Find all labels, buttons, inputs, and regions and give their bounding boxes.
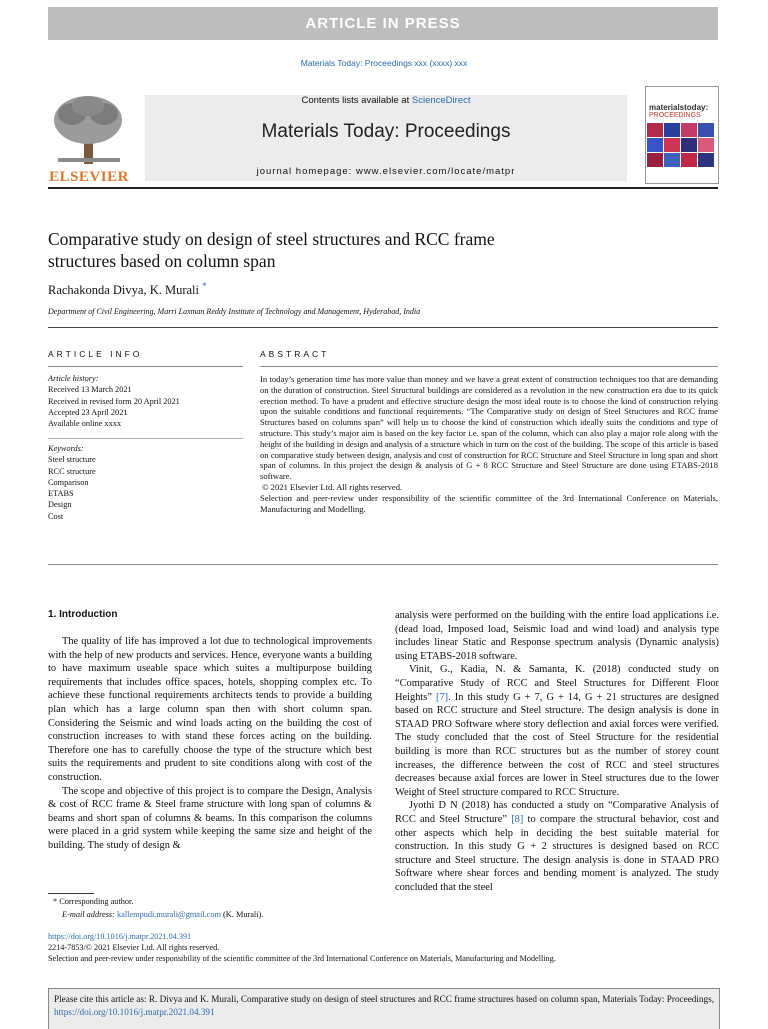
article-in-press-banner: ARTICLE IN PRESS [48, 7, 718, 40]
abstract-review: Selection and peer-review under responsibility of the scientific committee of the 3rd International Conference on Materials, Manufacturing and Modelling. [260, 492, 718, 514]
history-item: Received in revised form 20 April 2021 [48, 396, 180, 406]
footnote: * Corresponding author. E-mail address: kallempudi.murali@gmail.com (K. Murali). [53, 897, 264, 919]
right-column [395, 609, 719, 894]
abstract-copyright: © 2021 Elsevier Ltd. All rights reserved. [262, 481, 403, 492]
citation-doi-link[interactable]: https://doi.org/10.1016/j.matpr.2021.04.391 [54, 1007, 215, 1017]
keyword: Steel structure [48, 455, 96, 465]
abstract-heading: ABSTRACT [260, 349, 330, 359]
affiliation: Department of Civil Engineering, Marri Laxman Reddy Institute of Technology and Management, Hyderabad, India [48, 307, 421, 316]
keywords: Keywords: Steel structure RCC structure Comparison ETABS Design Cost [48, 443, 243, 522]
section-heading-introduction: 1. Introduction [48, 609, 118, 620]
footer-review: Selection and peer-review under responsibility of the scientific committee of the 3rd International Conference on Materials, Manufacturing and Modelling. [48, 954, 556, 963]
header-rule [48, 187, 718, 189]
keyword: Cost [48, 511, 64, 521]
cover-title: materialstoday: [649, 103, 709, 112]
history-item: Available online xxxx [48, 419, 122, 429]
keyword: RCC structure [48, 466, 96, 476]
citation-box: Please cite this article as: R. Divya and K. Murali, Comparative study on design of steel structures and RCC frame structures based on column span, Materials Today: Proceedings, https://doi.org/10.1016/j.matpr.2021.04.391 [48, 988, 720, 1029]
doi-link[interactable]: https://doi.org/10.1016/j.matpr.2021.04.391 [48, 932, 192, 941]
footnote-mark: * [53, 897, 58, 906]
paragraph: Vinit, G., Kadia, N. & Samanta, K. (2018) conducted study on “Comparative Study of RCC and Steel Structures for Different Floor Heights” [7]. In this study G + 7, G + 14, G + 21 structures are designed based on RCC structure and Steel structure. The design analysis is done in STAAD PRO Software where story deflection and axial forces were verified. The study concluded that the cost of Steel Structure for the residential building is more than RCC structures but as the number of storey count increases, the difference between the cost of RCC and steel structures decreases because axial forces are lower in Steel structures due to the lower Weight of Steel structure compared to RCC Structure. [395, 664, 719, 798]
journal-cover[interactable] [645, 86, 719, 184]
issn-line: 2214-7853/© 2021 Elsevier Ltd. All rights reserved. [48, 943, 220, 952]
contents-line: Contents lists available at ScienceDirect [301, 95, 471, 106]
paragraph: analysis were performed on the building with the entire load applications i.e. (dead load, Imposed load, Seismic load and wind load) and analysis type includes linear Static and Response spectrum analysis (Dynamic analysis) using ETABS-2018 software. [395, 610, 719, 662]
abstract-text: In today’s generation time has more value than money and we have a great extent of construction techniques too that are demanding on the duration of construction. Steel Structural buildings are considered as a revolution in the new construction era due to its quick erection method. To have a prudent and effective structure design the most ideal route is to choose the kind of construction relying upon the suitable conditions and functional requirements. “The Comparative study on design of Steel Structures and RCC frame Structures based on columns span” will help us to choose the kind of construction which ideally suits the conditions and type of structure. This study’s major aim is based on the key factor i.e. span of the column, which can also play a major role along with the height of the building in design and analysis of a structure which in turn on the cost of the building. The scope of this article is based on comparative study between design, analysis and cost of construction for RCC Structure and Steel Structure in long span and short span of columns. In this project the design & analysis of G + 8 RCC Structure and Steel Structure are done using ETABS-2018 software. [260, 374, 718, 482]
keyword: ETABS [48, 489, 74, 499]
cover-image-grid [646, 123, 716, 175]
keyword: Design [48, 500, 72, 510]
email-link[interactable]: kallempudi.murali@gmail.com [117, 909, 221, 919]
sciencedirect-link[interactable]: ScienceDirect [411, 95, 471, 106]
elsevier-logo[interactable] [48, 92, 130, 185]
authors: Rachakonda Divya, K. Murali * [48, 281, 207, 298]
cover-subtitle: PROCEEDINGS [649, 112, 701, 119]
journal-reference[interactable]: Materials Today: Proceedings xxx (xxxx) xxx [300, 58, 468, 68]
info-top-rule [48, 327, 718, 328]
article-title: Comparative study on design of steel structures and RCC frame structures based on column span [48, 229, 495, 271]
history-item: Accepted 23 April 2021 [48, 407, 128, 417]
journal-title[interactable]: Materials Today: Proceedings [261, 121, 511, 142]
left-column [48, 635, 372, 853]
keywords-rule [48, 438, 243, 439]
paragraph: Jyothi D N (2018) has conducted a study on “Comparative Analysis of RCC and Steel Structure” [8] to compare the structural behavior, cost and other aspects which help in deciding the best suitable material for construction. In this study G + 2 structures is designed based on RCC structure and Steel structure. The design analysis is done in STAAD PRO Software where shear forces and bending moment is analyzed. The study concluded that the steel [395, 800, 719, 893]
paragraph: The quality of life has improved a lot due to technological improvements with the help of new products and services. Hence, everyone wants a building to have maximum useable space which suites a multipurpose building requirements that includes office spaces, hotels, shopping complex etc. To achieve these functional requirements architects tends to provide a building plan which has a large column span then with short column span. Considering the Seismic and wind loads acting on the building the cost of construction increases to with stand these forces acting on the building. Therefore one has to carefully choose the type of the structure which best suits the requirements and prudent to site conditions along with cost of the construction. [48, 636, 372, 783]
abstract-rule [260, 366, 718, 367]
elsevier-tree-icon [48, 92, 130, 166]
article-history: Article history: Received 13 March 2021 Received in revised form 20 April 2021 Accepted 23 April 2021 Available online xxxx [48, 373, 243, 429]
history-item: Received 13 March 2021 [48, 385, 132, 395]
corresponding-author-mark[interactable]: * [202, 281, 207, 291]
abstract-bottom-rule [48, 564, 718, 565]
footer [48, 931, 728, 964]
paragraph: The scope and objective of this project is to compare the Design, Analysis & cost of RCC frame & Steel frame structure with long span of columns & beams and short span of columns & beams. In this comparison the columns were placed in a grid system while keeping the same size and height of the building. The study of design & [48, 785, 372, 851]
footnote-rule [48, 893, 94, 894]
article-info-rule [48, 366, 243, 367]
elsevier-wordmark: ELSEVIER [49, 169, 129, 185]
article-info-heading: ARTICLE INFO [48, 349, 143, 359]
journal-homepage[interactable]: journal homepage: www.elsevier.com/locate/matpr [256, 166, 516, 177]
abstract-body [260, 374, 718, 514]
citation-link[interactable]: [8] [511, 813, 524, 825]
citation-link[interactable]: [7] [436, 691, 449, 703]
keyword: Comparison [48, 477, 89, 487]
